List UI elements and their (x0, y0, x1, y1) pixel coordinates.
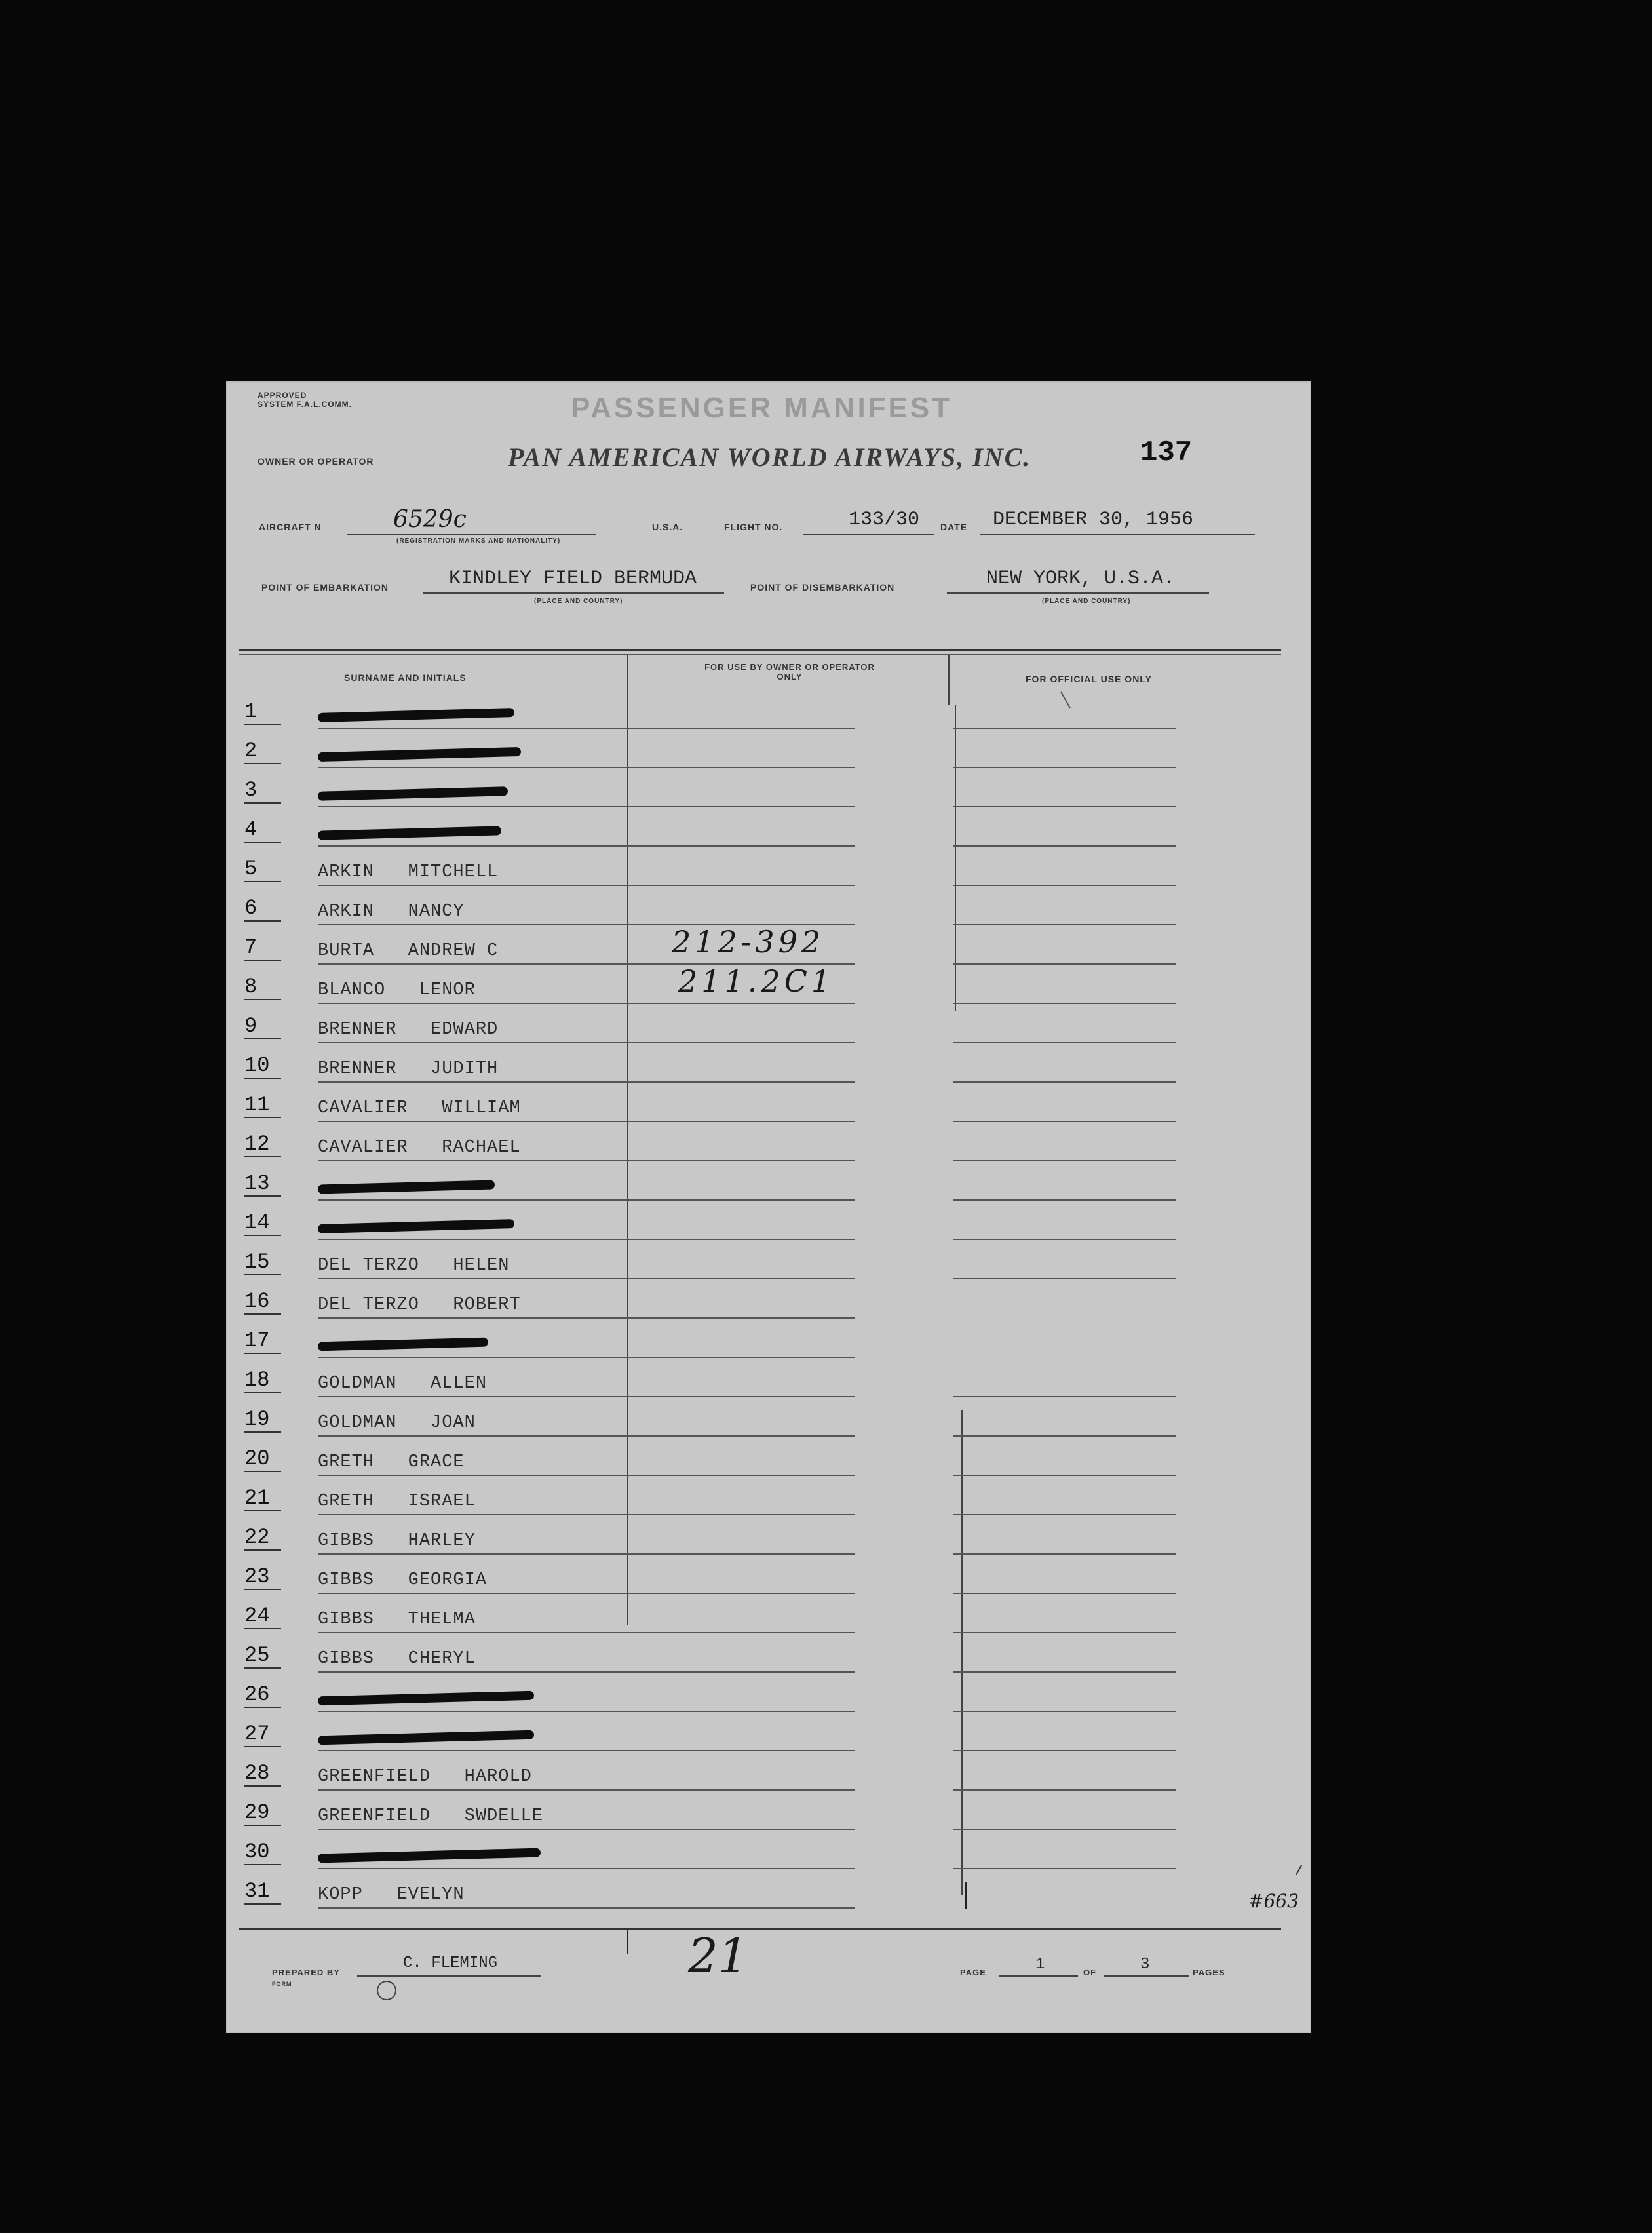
col-header-name: SURNAME AND INITIALS (344, 672, 467, 683)
table-row (226, 1043, 1311, 1083)
passenger-name: GRETH GRACE (318, 1452, 465, 1472)
table-row (226, 1358, 1311, 1397)
passenger-name: BRENNER JUDITH (318, 1059, 499, 1079)
aircraft-caption: (REGISTRATION MARKS AND NATIONALITY) (396, 537, 561, 545)
table-row (226, 1633, 1311, 1673)
embark-value: KINDLEY FIELD BERMUDA (449, 568, 697, 590)
row-number: 2 (244, 739, 281, 764)
table-row (226, 886, 1311, 925)
table-row (226, 1791, 1311, 1830)
passenger-name: GRETH ISRAEL (318, 1492, 476, 1511)
of-value: 3 (1140, 1956, 1150, 1973)
manifest-sheet (226, 381, 1311, 2033)
of-field (1104, 1957, 1189, 1977)
row-number: 16 (244, 1289, 281, 1315)
table-row (226, 1515, 1311, 1555)
row-number: 30 (244, 1840, 281, 1865)
table-row (226, 1830, 1311, 1869)
union-bug-icon (377, 1981, 396, 2000)
table-row (226, 1122, 1311, 1161)
page-value: 1 (1035, 1956, 1045, 1973)
handwritten-note-row8: 211.2C1 (678, 963, 835, 999)
disembark-field (947, 569, 1209, 594)
passenger-name: CAVALIER WILLIAM (318, 1098, 521, 1118)
table-row (226, 1240, 1311, 1279)
passenger-name: BRENNER EDWARD (318, 1020, 499, 1039)
row-number: 15 (244, 1250, 281, 1275)
date-value: DECEMBER 30, 1956 (993, 509, 1194, 531)
redaction-bar (318, 1848, 541, 1863)
handwritten-note-row7: 212-392 (672, 924, 825, 960)
corner-number: #663 (1248, 1890, 1299, 1912)
row-number: 20 (244, 1447, 281, 1472)
row-number: 26 (244, 1682, 281, 1708)
passenger-name: BLANCO LENOR (318, 981, 476, 1000)
row-number: 6 (244, 896, 281, 922)
table-row (226, 768, 1311, 807)
table-bottom-rule (239, 1928, 1281, 1930)
row-number: 29 (244, 1800, 281, 1826)
passenger-name: GIBBS GEORGIA (318, 1570, 488, 1590)
approved-line1: APPROVED (258, 391, 307, 400)
row-number: 25 (244, 1643, 281, 1669)
row-number: 28 (244, 1761, 281, 1787)
row-number: 17 (244, 1329, 281, 1354)
row-number: 13 (244, 1171, 281, 1197)
redaction-bar (318, 708, 514, 722)
row-number: 1 (244, 699, 281, 725)
form-number: FORM (272, 1981, 292, 1987)
table-row (226, 689, 1311, 729)
table-row (226, 1751, 1311, 1791)
date-field (980, 510, 1255, 535)
row-number: 27 (244, 1722, 281, 1747)
passenger-name: KOPP EVELYN (318, 1885, 465, 1905)
prepared-field (357, 1956, 541, 1977)
of-label: OF (1083, 1968, 1097, 1977)
table-row (226, 1437, 1311, 1476)
table-row (226, 1319, 1311, 1358)
col-header-official: FOR OFFICIAL USE ONLY (1026, 674, 1152, 684)
passenger-name: BURTA ANDREW C (318, 941, 499, 961)
table-row (226, 1004, 1311, 1043)
row-number: 8 (244, 975, 281, 1000)
table-row (226, 1161, 1311, 1201)
table-row (226, 729, 1311, 768)
row-number: 31 (244, 1879, 281, 1905)
table-row (226, 1201, 1311, 1240)
airline-name: PAN AMERICAN WORLD AIRWAYS, INC. (508, 442, 1031, 472)
prepared-label: PREPARED BY (272, 1968, 340, 1977)
aircraft-label: AIRCRAFT N (259, 522, 322, 532)
redaction-bar (318, 1730, 534, 1745)
passenger-name: ARKIN NANCY (318, 902, 465, 922)
row-number: 11 (244, 1093, 281, 1118)
table-row (226, 1869, 1311, 1909)
flight-field (803, 510, 934, 535)
pages-label: PAGES (1193, 1968, 1225, 1977)
row-number: 4 (244, 817, 281, 843)
embark-label: POINT OF EMBARKATION (261, 582, 389, 592)
passenger-name: GOLDMAN JOAN (318, 1413, 476, 1433)
passenger-name: GOLDMAN ALLEN (318, 1374, 488, 1393)
page-label: PAGE (960, 1968, 986, 1977)
passenger-name: GIBBS HARLEY (318, 1531, 476, 1551)
row-number: 7 (244, 935, 281, 961)
owner-label: OWNER OR OPERATOR (258, 456, 374, 467)
table-row (226, 1397, 1311, 1437)
row-number: 24 (244, 1604, 281, 1629)
table-row (226, 1083, 1311, 1122)
aircraft-value: 6529c (393, 506, 467, 533)
flight-value: 133/30 (849, 509, 920, 531)
table-row (226, 1476, 1311, 1515)
table-row (226, 1555, 1311, 1594)
redaction-bar (318, 747, 521, 762)
row-number: 22 (244, 1525, 281, 1551)
table-row (226, 807, 1311, 847)
table-top-rule (239, 649, 1281, 651)
flight-label: FLIGHT NO. (724, 522, 783, 532)
embark-caption: (PLACE AND COUNTRY) (534, 598, 623, 605)
disembark-value: NEW YORK, U.S.A. (986, 568, 1176, 590)
row-number: 21 (244, 1486, 281, 1511)
redaction-bar (318, 826, 501, 840)
table-row (226, 1279, 1311, 1319)
passenger-name: GIBBS THELMA (318, 1610, 476, 1629)
approved-line2: SYSTEM F.A.L.COMM. (258, 400, 352, 409)
passenger-name: GIBBS CHERYL (318, 1649, 476, 1669)
embark-field (423, 569, 724, 594)
col-header-owner: FOR USE BY OWNER OR OPERATOR ONLY (704, 662, 875, 682)
aircraft-field (347, 506, 596, 535)
disembark-label: POINT OF DISEMBARKATION (750, 582, 895, 592)
prepared-value: C. FLEMING (403, 1954, 498, 1972)
passenger-name: ARKIN MITCHELL (318, 863, 499, 882)
row-number: 12 (244, 1132, 281, 1157)
passenger-name: DEL TERZO ROBERT (318, 1295, 521, 1315)
row-number: 14 (244, 1211, 281, 1236)
handwritten-total: 21 (688, 1928, 748, 1983)
approval-block (258, 391, 352, 409)
row31-tick-2 (965, 1882, 967, 1909)
passenger-name: GREENFIELD SWDELLE (318, 1806, 544, 1826)
row-number: 18 (244, 1368, 281, 1393)
redaction-bar (318, 786, 508, 801)
page-stamp: 137 (1140, 437, 1193, 469)
redaction-bar (318, 1180, 495, 1194)
table-row (226, 1594, 1311, 1633)
page-field (999, 1957, 1078, 1977)
passenger-name: GREENFIELD HAROLD (318, 1767, 532, 1787)
row31-tick-1 (627, 1930, 628, 1954)
table-row (226, 1712, 1311, 1751)
passenger-name: CAVALIER RACHAEL (318, 1138, 521, 1157)
row-number: 19 (244, 1407, 281, 1433)
redaction-bar (318, 1691, 534, 1706)
table-top-rule-2 (239, 654, 1281, 655)
row-number: 23 (244, 1564, 281, 1590)
row-number: 3 (244, 778, 281, 804)
date-label: DATE (940, 522, 968, 532)
redaction-bar (318, 1338, 488, 1351)
document-title: PASSENGER MANIFEST (571, 392, 953, 424)
row-rule (318, 1907, 855, 1909)
row-number: 5 (244, 857, 281, 882)
row-number: 9 (244, 1014, 281, 1039)
disembark-caption: (PLACE AND COUNTRY) (1042, 598, 1131, 605)
row-number: 10 (244, 1053, 281, 1079)
passenger-name: DEL TERZO HELEN (318, 1256, 510, 1275)
table-row (226, 1673, 1311, 1712)
redaction-bar (318, 1219, 514, 1233)
table-row (226, 847, 1311, 886)
usa-label: U.S.A. (652, 522, 683, 532)
